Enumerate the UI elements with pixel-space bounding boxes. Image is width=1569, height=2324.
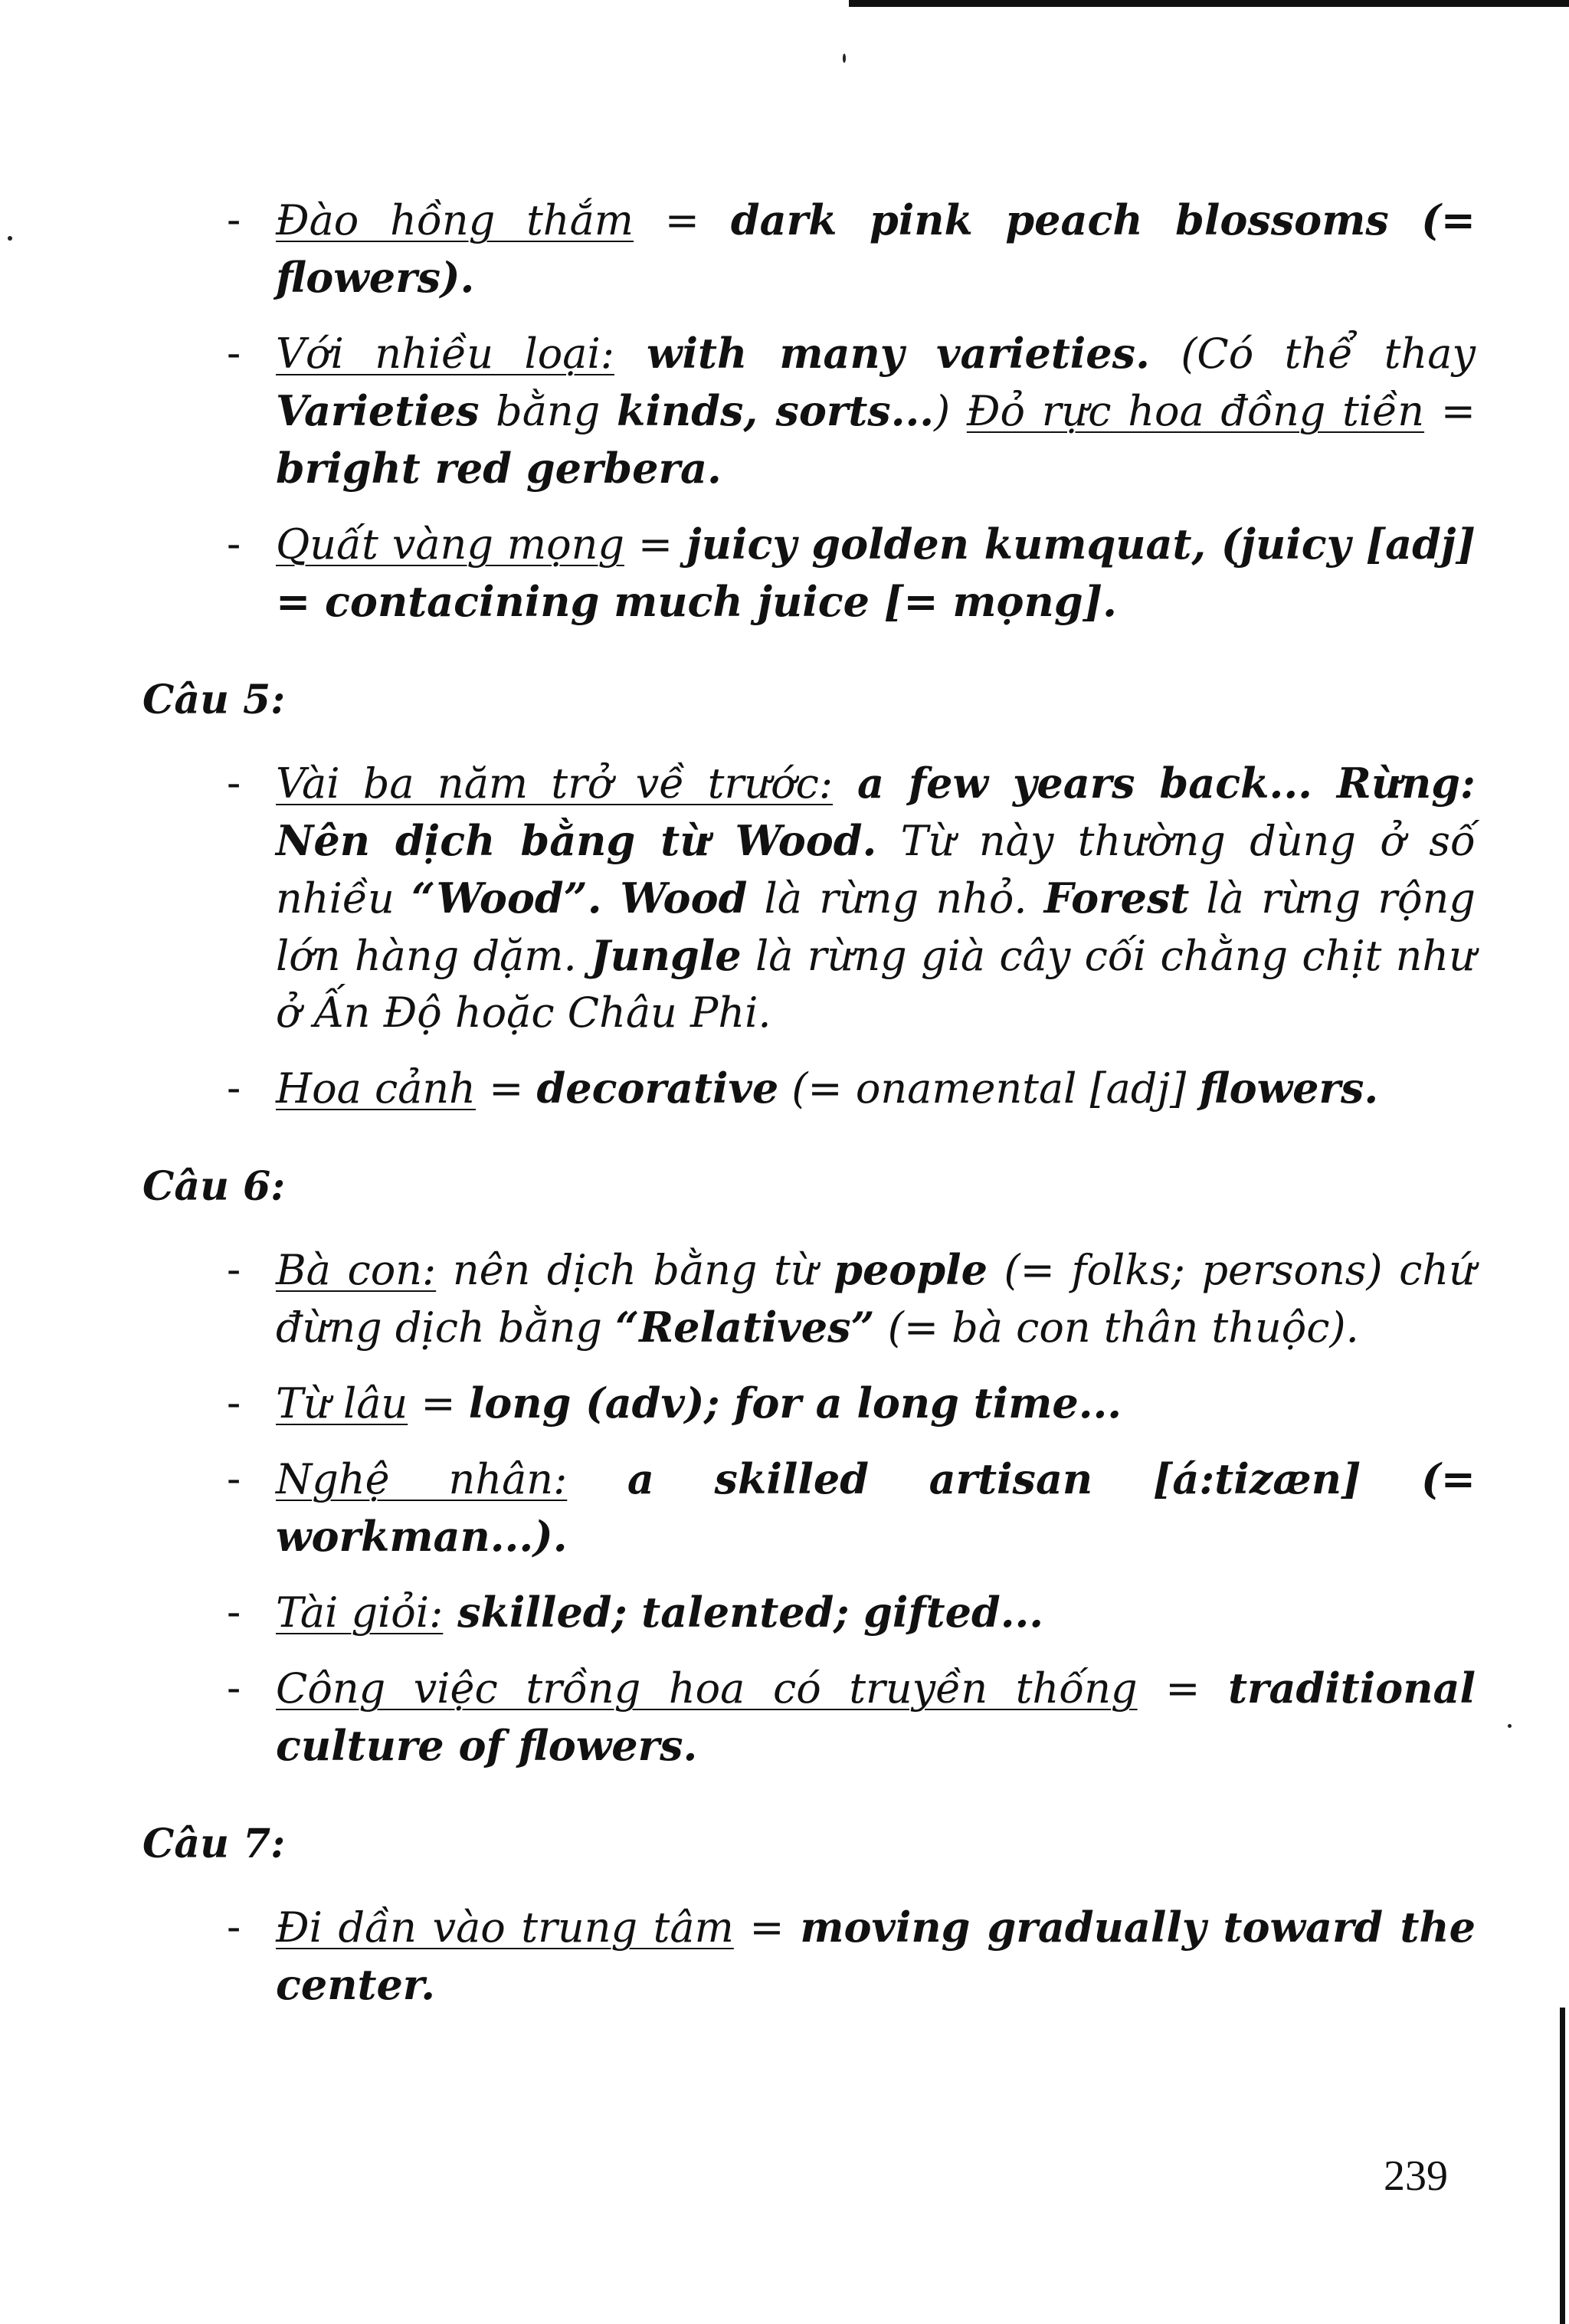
english-translation: juicy golden kumquat, (juicy [adj] = contacining much juice [= mọng]. bbox=[276, 520, 1476, 626]
explanation-text: (Có thể thay bbox=[1149, 329, 1476, 378]
english-translation: Varieties bbox=[276, 386, 480, 435]
glossary-entry bbox=[227, 1375, 1476, 1432]
scan-speck bbox=[843, 54, 846, 63]
explanation-text: = bbox=[1424, 387, 1476, 435]
english-translation: a skilled artisan [á:tizæn] (= workman...). bbox=[276, 1454, 1476, 1561]
top-border-rule bbox=[849, 0, 1569, 7]
english-translation: Forest bbox=[1043, 874, 1190, 923]
page-body bbox=[142, 192, 1476, 2014]
english-translation: a few years back... Rừng: Nên dịch bằng từ Wood. bbox=[276, 759, 1476, 865]
bullet-dash: - bbox=[227, 1454, 241, 1503]
glossary-entry bbox=[227, 192, 1476, 306]
explanation-text: Từ này thường dùng ở số nhiều bbox=[276, 817, 1476, 923]
glossary-entry bbox=[227, 1241, 1476, 1356]
bullet-dash: - bbox=[227, 759, 241, 807]
vietnamese-term: Vài ba năm trở về trước: bbox=[276, 759, 834, 808]
scan-speck bbox=[8, 236, 12, 241]
english-translation: flowers. bbox=[1199, 1064, 1379, 1113]
english-translation: skilled; talented; gifted... bbox=[443, 1588, 1044, 1637]
explanation-text: là rừng nhỏ. bbox=[747, 874, 1044, 923]
vietnamese-term: Quất vàng mọng bbox=[276, 520, 624, 569]
glossary-entry bbox=[227, 325, 1476, 497]
explanation-text: (= folks; persons) chứ đừng dịch bằng bbox=[276, 1246, 1476, 1352]
explanation-text: = bbox=[633, 196, 731, 244]
vietnamese-term: Nghệ nhân: bbox=[276, 1455, 568, 1503]
vietnamese-term: Đi dần vào trung tâm bbox=[276, 1903, 734, 1952]
english-translation: “Wood”. Wood bbox=[411, 874, 748, 923]
explanation-text: = bbox=[624, 520, 687, 569]
explanation-text: (= bà con thân thuộc). bbox=[874, 1303, 1359, 1352]
glossary-entry bbox=[227, 516, 1476, 631]
bullet-dash: - bbox=[227, 1588, 241, 1636]
english-translation: bright red gerbera. bbox=[276, 444, 722, 493]
english-translation: dark pink peach blossoms (= flowers). bbox=[276, 195, 1476, 302]
vietnamese-term: Công việc trồng hoa có truyền thống bbox=[276, 1664, 1138, 1713]
explanation-text: là rừng rộng lớn hàng dặm. bbox=[276, 874, 1476, 980]
explanation-text: = bbox=[733, 1903, 801, 1952]
bullet-dash: - bbox=[227, 520, 241, 568]
vietnamese-term: Bà con: bbox=[276, 1246, 437, 1294]
sections bbox=[142, 672, 1476, 2014]
english-translation: Jungle bbox=[590, 931, 742, 980]
english-translation: with many varieties. bbox=[614, 329, 1150, 378]
english-translation: “Relatives” bbox=[615, 1303, 875, 1352]
vietnamese-term: Từ lâu bbox=[276, 1379, 408, 1428]
bullet-dash: - bbox=[227, 1245, 241, 1293]
vietnamese-term: Tài giỏi: bbox=[276, 1588, 444, 1637]
english-translation: moving gradually toward the center. bbox=[276, 1903, 1476, 2009]
bullet-dash: - bbox=[227, 1664, 241, 1712]
explanation-text: bằng bbox=[479, 387, 617, 435]
english-translation: kinds, sorts... bbox=[617, 386, 935, 435]
intro-list bbox=[142, 192, 1476, 631]
scan-speck bbox=[1508, 1724, 1512, 1728]
english-translation: traditional culture of flowers. bbox=[276, 1664, 1476, 1770]
explanation-text: (= onamental [adj] bbox=[778, 1064, 1200, 1113]
english-translation: people bbox=[834, 1245, 988, 1294]
bullet-dash: - bbox=[227, 1378, 241, 1427]
page-number: 239 bbox=[1384, 2152, 1448, 2200]
glossary-entry bbox=[227, 1899, 1476, 2014]
english-translation: decorative bbox=[536, 1064, 779, 1113]
glossary-entry bbox=[227, 1660, 1476, 1775]
glossary-entry bbox=[227, 1450, 1476, 1565]
english-translation: long (adv); for a long time... bbox=[468, 1378, 1122, 1428]
section-heading: Câu 5: bbox=[142, 677, 286, 723]
right-border-rule bbox=[1560, 2008, 1565, 2324]
explanation-text: là rừng già cây cối chằng chịt như ở Ấn Độ hoặc Châu Phi. bbox=[276, 932, 1476, 1037]
vietnamese-term: Đào hồng thắm bbox=[276, 196, 634, 244]
glossary-entry bbox=[227, 1584, 1476, 1641]
vietnamese-term: Đỏ rực hoa đồng tiền bbox=[966, 387, 1425, 435]
bullet-dash: - bbox=[227, 1064, 241, 1112]
explanation-text: ) bbox=[934, 387, 967, 435]
section-heading: Câu 7: bbox=[142, 1821, 286, 1867]
explanation-text: nên dịch bằng từ bbox=[436, 1246, 834, 1294]
bullet-dash: - bbox=[227, 195, 241, 244]
explanation-text: = bbox=[1137, 1664, 1229, 1713]
vietnamese-term: Với nhiều loại: bbox=[276, 329, 614, 378]
glossary-entry bbox=[227, 1060, 1476, 1117]
vietnamese-term: Hoa cảnh bbox=[276, 1064, 476, 1113]
glossary-entry bbox=[227, 755, 1476, 1041]
explanation-text: = bbox=[475, 1064, 537, 1113]
section-heading: Câu 6: bbox=[142, 1163, 286, 1210]
explanation-text: = bbox=[408, 1379, 469, 1428]
bullet-dash: - bbox=[227, 1903, 241, 1951]
bullet-dash: - bbox=[227, 329, 241, 377]
